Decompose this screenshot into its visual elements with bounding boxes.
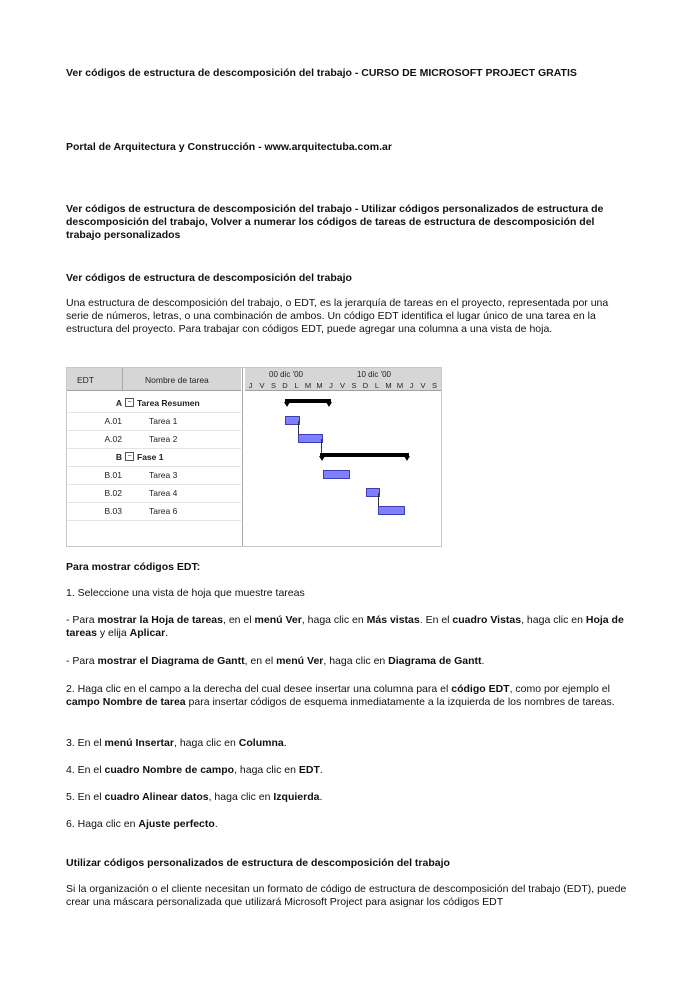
collapse-icon[interactable]: − <box>125 452 134 461</box>
gantt-row-edt: B.03 <box>104 506 122 516</box>
gantt-row-task-name: Tarea Resumen <box>137 398 200 408</box>
collapse-icon[interactable]: − <box>125 398 134 407</box>
gantt-row <box>67 466 241 485</box>
gantt-row-task-name: Tarea 1 <box>149 416 178 426</box>
gantt-row-edt: A.01 <box>104 416 122 426</box>
timescale-week-1: 00 dic '00 <box>269 370 303 379</box>
gantt-row <box>67 484 241 503</box>
document-subtitle: Ver códigos de estructura de descomposición del trabajo - Utilizar códigos personalizados de estructura de descomposición del trabajo, Volver a numerar los códigos de tareas de estructura de descomposición del trabajo personalizados <box>66 203 604 241</box>
timescale-day: L <box>294 381 299 390</box>
section-heading-ver-codigos: Ver códigos de estructura de descomposición del trabajo <box>66 272 352 284</box>
gantt-row-task-name: Tarea 4 <box>149 488 178 498</box>
gantt-row <box>67 448 241 467</box>
gantt-task-table <box>67 368 241 546</box>
timescale-day: L <box>374 381 380 390</box>
gantt-row <box>67 502 241 521</box>
gantt-row <box>67 394 241 413</box>
gantt-row-edt: B <box>115 452 122 462</box>
step-2: 2. Haga clic en el campo a la derecha del cual desee insertar una columna para el código EDT, como por ejemplo el campo Nombre de tarea para insertar códigos de esquema inmediatamente a la izquierda de los nombres de tareas. <box>66 683 615 708</box>
dependency-link <box>321 439 322 453</box>
task-bar[interactable] <box>378 506 404 515</box>
timescale-day: D <box>362 381 369 390</box>
summary-bar-cap <box>326 402 332 407</box>
timescale-day: M <box>304 381 312 390</box>
summary-bar-cap <box>404 456 410 461</box>
timescale-day: J <box>329 381 333 390</box>
gantt-table-header <box>67 368 241 391</box>
gantt-row-edt: B.01 <box>104 470 122 480</box>
summary-bar <box>285 399 331 403</box>
task-bar[interactable] <box>323 470 350 479</box>
bullet-hoja-de-tareas: - Para mostrar la Hoja de tareas, en el menú Ver, haga clic en Más vistas. En el cuadro Vistas, haga clic en Hoja de tareas y elija Aplicar. <box>66 614 624 639</box>
summary-bar-cap <box>319 456 325 461</box>
timescale-day: V <box>259 381 265 390</box>
show-codes-heading: Para mostrar códigos EDT: <box>66 561 201 573</box>
gantt-row-edt: A <box>115 398 122 408</box>
dependency-link <box>378 493 379 506</box>
step-4: 4. En el cuadro Nombre de campo, haga clic en EDT. <box>66 764 323 776</box>
gantt-row-edt: A.02 <box>104 434 122 444</box>
timescale-days <box>245 379 441 390</box>
timescale-day: M <box>396 381 404 390</box>
timescale-day: S <box>270 381 276 390</box>
column-header-edt: EDT <box>77 375 94 385</box>
step-3: 3. En el menú Insertar, haga clic en Columna. <box>66 737 287 749</box>
column-divider <box>122 368 123 390</box>
timescale-day: D <box>282 381 288 390</box>
section-heading-codigos-personalizados: Utilizar códigos personalizados de estructura de descomposición del trabajo <box>66 857 450 869</box>
timescale-day: V <box>339 381 345 390</box>
dependency-link <box>298 421 299 434</box>
portal-line: Portal de Arquitectura y Construcción - www.arquitectuba.com.ar <box>66 141 392 153</box>
gantt-row-task-name: Tarea 2 <box>149 434 178 444</box>
gantt-split-divider <box>242 368 243 546</box>
step-1: 1. Seleccione una vista de hoja que muestre tareas <box>66 587 305 599</box>
gantt-row-task-name: Fase 1 <box>137 452 164 462</box>
gantt-chart-figure <box>66 367 442 547</box>
section2-paragraph: Si la organización o el cliente necesitan un formato de código de estructura de descomposición del trabajo (EDT), puede crear una máscara personalizada que utilizará Microsoft Project para asignar los códigos EDT <box>66 883 627 908</box>
column-header-task-name: Nombre de tarea <box>145 375 209 385</box>
gantt-row <box>67 412 241 431</box>
gantt-row <box>67 430 241 449</box>
gantt-timescale-chart <box>245 368 441 546</box>
intro-paragraph: Una estructura de descomposición del trabajo, o EDT, es la jerarquía de tareas en el proyecto, representada por una serie de números, letras, o una combinación de ambos. Un código EDT identifica el lugar único de una tarea en la estructura del proyecto. Para trabajar con códigos EDT, puede agregar una columna a una vista de hoja. <box>66 297 609 335</box>
timescale-day: V <box>420 381 426 390</box>
bullet-diagrama-gantt: - Para mostrar el Diagrama de Gantt, en el menú Ver, haga clic en Diagrama de Gantt. <box>66 655 485 667</box>
timescale-day: J <box>248 381 253 390</box>
gantt-row-task-name: Tarea 6 <box>149 506 178 516</box>
timescale-day: S <box>431 381 437 390</box>
task-bar[interactable] <box>298 434 323 443</box>
timescale-week-2: 10 dic '00 <box>357 370 391 379</box>
timescale-day: M <box>385 381 392 390</box>
step-6: 6. Haga clic en Ajuste perfecto. <box>66 818 218 830</box>
timescale-day: J <box>409 381 414 390</box>
summary-bar <box>320 453 410 457</box>
timescale-day: M <box>316 381 323 390</box>
gantt-row-task-name: Tarea 3 <box>149 470 178 480</box>
gantt-row-edt: B.02 <box>104 488 122 498</box>
summary-bar-cap <box>284 402 290 407</box>
step-5: 5. En el cuadro Alinear datos, haga clic en Izquierda. <box>66 791 323 803</box>
timescale-day: S <box>351 381 357 390</box>
document-title: Ver códigos de estructura de descomposición del trabajo - CURSO DE MICROSOFT PROJECT GRATIS <box>66 67 577 79</box>
